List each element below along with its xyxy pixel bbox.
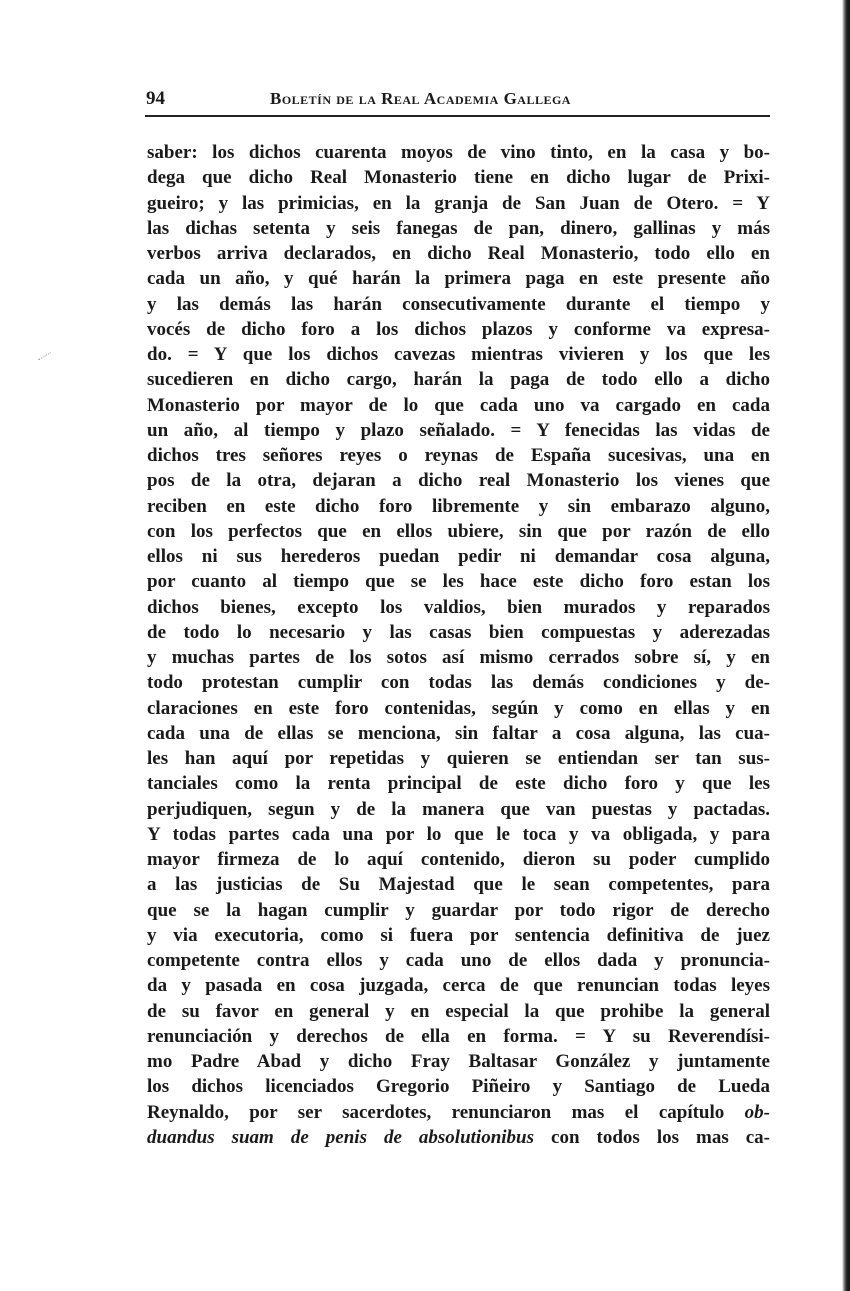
text-line: todo protestan cumplir con todas las demás condiciones y de- (147, 672, 770, 694)
text-roman: Reynaldo, por ser sacerdotes, renunciaron mas el capítulo (147, 1101, 725, 1123)
text-line: gueiro; y las primicias, en la granja de San Juan de Otero. = Y (147, 192, 770, 214)
text-line: cada una de ellas se menciona, sin faltar a cosa alguna, las cua- (147, 722, 770, 744)
body-text (147, 140, 770, 1150)
text-italic: duandus suam de penis de absolutionibus (147, 1126, 535, 1148)
text-line: verbos arriva declarados, en dicho Real Monasterio, todo ello en (147, 243, 770, 264)
text-line: saber: los dichos cuarenta moyos de vino tinto, en la casa y bo- (147, 142, 770, 163)
text-line: Y todas partes cada una por lo que le toca y va obligada, y para (147, 823, 770, 845)
text-roman: con todos los mas ca- (551, 1126, 770, 1148)
text-line: un año, al tiempo y plazo señalado. = Y fenecidas las vidas de (147, 419, 770, 441)
text-line: claraciones en este foro contenidas, según y como en ellas y en (147, 697, 770, 719)
text-line: dichos tres señores reyes o reynas de España sucesivas, una en (147, 445, 770, 466)
scan-edge (842, 0, 850, 1291)
text-line: y via executoria, como si fuera por sentencia definitiva de juez (147, 924, 770, 946)
text-line: da y pasada en cosa juzgada, cerca de que renuncian todas leyes (147, 975, 770, 997)
text-line: vocés de dicho foro a los dichos plazos y conforme va expresa- (147, 318, 770, 340)
text-line (147, 1100, 770, 1125)
page-number: 94 (146, 88, 165, 109)
text-line: dega que dicho Real Monasterio tiene en dicho lugar de Prixi- (147, 167, 770, 189)
text-line: tanciales como la renta principal de este dicho foro y que les (147, 773, 770, 795)
text-italic: ob- (744, 1101, 770, 1123)
running-title: Boletín de la Real Academia Gallega (270, 89, 571, 108)
text-line: mo Padre Abad y dicho Fray Baltasar González y juntamente (147, 1051, 770, 1072)
text-line (147, 1125, 770, 1150)
text-line: y muchas partes de los sotos así mismo cerrados sobre sí, y en (147, 647, 770, 668)
text-line: les han aquí por repetidas y quieren se entiendan ser tan sus- (147, 748, 770, 769)
text-line: do. = Y que los dichos cavezas mientras vivieren y los que les (147, 344, 770, 365)
text-line: mayor firmeza de lo aquí contenido, dieron su poder cumplido (147, 849, 770, 870)
text-line: los dichos licenciados Gregorio Piñeiro y Santiago de Lueda (147, 1076, 770, 1098)
text-line: sucedieren en dicho cargo, harán la paga de todo ello a dicho (147, 369, 770, 391)
text-line: Monasterio por mayor de lo que cada uno va cargado en cada (147, 394, 770, 416)
text-line: dichos bienes, excepto los valdios, bien murados y reparados (147, 596, 770, 618)
text-line: pos de la otra, dejaran a dicho real Monasterio los vienes que (147, 470, 770, 492)
text-line: competente contra ellos y cada uno de ellos dada y pronuncia- (147, 950, 770, 971)
text-line: de todo lo necesario y las casas bien compuestas y aderezadas (147, 621, 770, 643)
text-line: y las demás las harán consecutivamente durante el tiempo y (147, 293, 770, 315)
text-line: ellos ni sus herederos puedan pedir ni demandar cosa alguna, (147, 546, 770, 567)
header-rule (145, 115, 770, 117)
text-line: cada un año, y qué harán la primera paga en este presente año (147, 268, 770, 290)
text-line: las dichas setenta y seis fanegas de pan, dinero, gallinas y más (147, 217, 770, 239)
text-line: por cuanto al tiempo que se les hace este dicho foro estan los (147, 571, 770, 593)
text-line: a las justicias de Su Majestad que le sean competentes, para (147, 874, 770, 896)
text-line: perjudiquen, segun y de la manera que van puestas y pactadas. (147, 798, 770, 820)
scan-mark (38, 352, 56, 369)
text-line: renunciación y derechos de ella en forma. = Y su Reverendísi- (147, 1025, 770, 1047)
text-line: reciben en este dicho foro libremente y sin embarazo alguno, (147, 495, 770, 517)
text-line: de su favor en general y en especial la que prohibe la general (147, 1000, 770, 1022)
text-line: que se la hagan cumplir y guardar por todo rigor de derecho (147, 899, 770, 921)
text-line: con los perfectos que en ellos ubiere, sin que por razón de ello (147, 520, 770, 542)
